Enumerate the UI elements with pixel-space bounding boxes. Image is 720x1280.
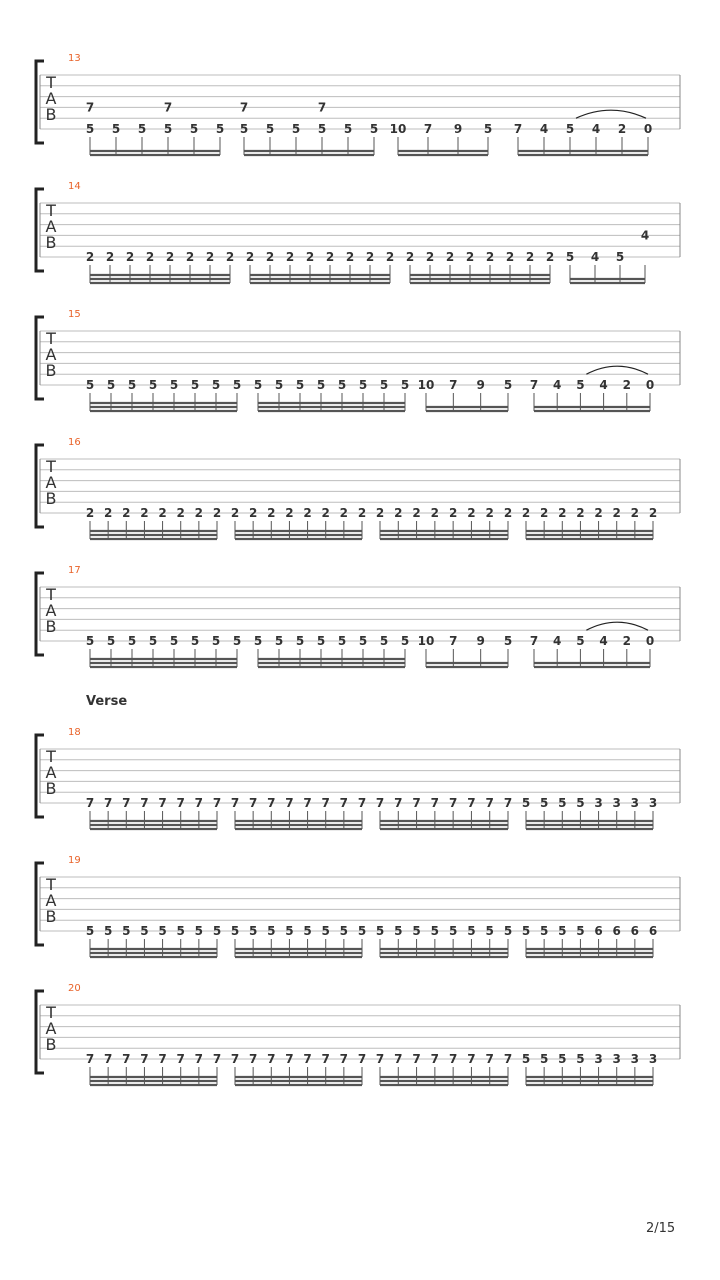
fret-number: 7 (412, 1052, 421, 1066)
fret-number: 2 (185, 250, 195, 264)
tab-letter-b: B (45, 907, 57, 926)
fret-number: 5 (158, 924, 167, 938)
fret-number: 2 (303, 506, 312, 520)
measure-number: 15 (68, 309, 81, 320)
fret-number: 7 (230, 1052, 240, 1066)
fret-number: 4 (539, 122, 549, 136)
fret-number: 2 (425, 250, 435, 264)
fret-number: 2 (165, 250, 175, 264)
fret-number: 2 (212, 506, 222, 520)
fret-number: 7 (375, 796, 385, 810)
slur-arc (586, 366, 648, 374)
tab-letter-b: B (45, 361, 57, 380)
tab-letter-b: B (45, 1035, 57, 1054)
fret-number: 2 (485, 250, 495, 264)
fret-number: 5 (369, 122, 379, 136)
fret-number: 5 (400, 634, 410, 648)
fret-number: 7 (412, 796, 421, 810)
fret-number: 5 (558, 796, 567, 810)
fret-number: 7 (230, 796, 240, 810)
page-number: 2/15 (646, 1221, 676, 1236)
fret-number-upper: 7 (163, 100, 173, 115)
fret-number: 7 (430, 796, 440, 810)
fret-number: 5 (265, 122, 275, 136)
fret-number: 5 (357, 924, 367, 938)
fret-number: 5 (576, 378, 585, 392)
fret-number: 5 (485, 924, 494, 938)
fret-number: 5 (85, 634, 95, 648)
fret-number: 5 (558, 924, 567, 938)
tab-letter-b: B (45, 105, 57, 124)
fret-number: 5 (343, 122, 353, 136)
fret-number: 2 (245, 250, 255, 264)
fret-number: 5 (295, 378, 305, 392)
fret-number: 2 (140, 506, 149, 520)
fret-number: 2 (430, 506, 440, 520)
tab-letter-b: B (45, 779, 57, 798)
fret-number: 2 (612, 506, 621, 520)
fret-number: 5 (127, 378, 137, 392)
tab-letter-a: A (45, 217, 57, 236)
fret-number: 2 (248, 506, 258, 520)
fret-number: 5 (576, 796, 585, 810)
fret-number: 2 (630, 506, 640, 520)
measure-number: 20 (68, 983, 81, 994)
fret-number: 7 (339, 1052, 349, 1066)
fret-number: 10 (417, 634, 435, 648)
fret-number: 5 (503, 924, 513, 938)
fret-number: 5 (379, 378, 389, 392)
fret-number: 4 (591, 122, 601, 136)
fret-number: 2 (205, 250, 215, 264)
fret-number: 6 (648, 924, 658, 938)
fret-number: 7 (85, 1052, 95, 1066)
fret-number: 7 (423, 122, 433, 136)
fret-number: 7 (394, 796, 403, 810)
fret-number: 5 (339, 924, 349, 938)
fret-number: 7 (430, 1052, 440, 1066)
fret-number-upper: 7 (85, 100, 95, 115)
fret-number: 7 (176, 1052, 185, 1066)
fret-number: 5 (190, 634, 200, 648)
fret-number: 5 (122, 924, 131, 938)
fret-number: 7 (267, 796, 276, 810)
tab-letter-b: B (45, 233, 57, 252)
fret-number: 2 (357, 506, 367, 520)
fret-number: 5 (248, 924, 258, 938)
fret-number: 7 (85, 796, 95, 810)
tab-letter-t: T (46, 457, 56, 476)
fret-number: 5 (232, 634, 242, 648)
fret-number: 2 (125, 250, 135, 264)
fret-number: 7 (448, 1052, 458, 1066)
fret-number: 2 (394, 506, 403, 520)
fret-number: 5 (140, 924, 149, 938)
fret-number: 7 (303, 1052, 312, 1066)
fret-number: 5 (576, 1052, 585, 1066)
measure-number: 18 (68, 727, 81, 738)
fret-number: 2 (345, 250, 355, 264)
fret-number: 3 (630, 796, 640, 810)
fret-number: 5 (253, 378, 263, 392)
fret-number: 2 (375, 506, 385, 520)
fret-number: 2 (465, 250, 475, 264)
fret-number: 5 (539, 796, 549, 810)
fret-number: 3 (630, 1052, 640, 1066)
fret-number: 5 (379, 634, 389, 648)
fret-number: 3 (612, 796, 621, 810)
fret-number: 7 (448, 796, 458, 810)
fret-number: 5 (615, 250, 625, 264)
fret-number: 2 (265, 250, 275, 264)
fret-number: 5 (316, 634, 326, 648)
tab-letter-t: T (46, 329, 56, 348)
fret-number: 5 (232, 378, 242, 392)
fret-number: 2 (267, 506, 276, 520)
fret-number: 5 (215, 122, 225, 136)
fret-number: 2 (321, 506, 330, 520)
measure-number: 16 (68, 437, 81, 448)
fret-number: 7 (449, 634, 458, 648)
fret-number: 4 (599, 634, 608, 648)
fret-number: 7 (140, 796, 149, 810)
fret-number-upper: 7 (317, 100, 327, 115)
fret-number: 5 (565, 122, 575, 136)
fret-number: 2 (339, 506, 349, 520)
fret-number: 7 (467, 796, 476, 810)
fret-number: 5 (430, 924, 440, 938)
fret-number: 3 (594, 796, 603, 810)
fret-number: 9 (476, 634, 485, 648)
section-label-verse: Verse (86, 694, 128, 709)
fret-number: 5 (285, 924, 294, 938)
tab-letter-a: A (45, 601, 57, 620)
fret-number: 7 (503, 1052, 513, 1066)
fret-number: 2 (285, 250, 295, 264)
fret-number: 2 (405, 250, 415, 264)
tab-letter-a: A (45, 345, 57, 364)
fret-number: 2 (325, 250, 335, 264)
slur-arc (576, 110, 646, 118)
fret-number: 2 (505, 250, 515, 264)
fret-number: 2 (503, 506, 513, 520)
fret-number: 5 (565, 250, 575, 264)
fret-number: 5 (106, 634, 116, 648)
fret-number: 7 (103, 796, 113, 810)
fret-number: 5 (503, 378, 513, 392)
fret-number: 7 (503, 796, 513, 810)
fret-number: 10 (417, 378, 435, 392)
tab-letter-b: B (45, 617, 57, 636)
fret-number: 7 (485, 796, 494, 810)
tab-letter-t: T (46, 73, 56, 92)
fret-number: 5 (163, 122, 173, 136)
measure-number: 14 (68, 181, 81, 192)
fret-number: 5 (503, 634, 513, 648)
fret-number: 2 (365, 250, 375, 264)
fret-number: 3 (594, 1052, 603, 1066)
fret-number: 5 (189, 122, 199, 136)
fret-number: 5 (337, 378, 347, 392)
fret-number: 3 (648, 796, 658, 810)
fret-number: 2 (122, 506, 131, 520)
fret-number: 5 (176, 924, 185, 938)
tab-letter-t: T (46, 1003, 56, 1022)
fret-number: 4 (590, 250, 600, 264)
fret-number: 5 (169, 634, 179, 648)
fret-number: 2 (225, 250, 235, 264)
fret-number: 5 (558, 1052, 567, 1066)
slur-arc (586, 622, 648, 630)
fret-number: 2 (158, 506, 167, 520)
fret-number: 5 (85, 378, 95, 392)
fret-number: 10 (389, 122, 407, 136)
fret-number: 5 (103, 924, 113, 938)
fret-number: 5 (148, 634, 158, 648)
fret-number: 5 (337, 634, 347, 648)
fret-number: 7 (321, 796, 330, 810)
fret-number: 5 (212, 924, 222, 938)
fret-number: 7 (140, 1052, 149, 1066)
fret-number: 7 (122, 796, 131, 810)
fret-number: 7 (529, 378, 539, 392)
fret-number: 5 (539, 1052, 549, 1066)
fret-number: 5 (576, 924, 585, 938)
fret-number: 6 (630, 924, 640, 938)
fret-number-upper: 7 (239, 100, 249, 115)
fret-number: 5 (211, 378, 221, 392)
tab-letter-a: A (45, 891, 57, 910)
fret-number: 2 (622, 378, 631, 392)
tab-letter-b: B (45, 489, 57, 508)
fret-number: 5 (106, 378, 116, 392)
fret-number: 7 (449, 378, 458, 392)
fret-number: 0 (645, 378, 655, 392)
fret-number: 5 (321, 924, 330, 938)
fret-number: 5 (448, 924, 458, 938)
fret-number: 7 (467, 1052, 476, 1066)
fret-number: 7 (194, 796, 204, 810)
fret-number: 7 (212, 796, 222, 810)
fret-number: 5 (412, 924, 421, 938)
fret-number: 7 (285, 1052, 294, 1066)
fret-number: 7 (321, 1052, 330, 1066)
measure-number: 17 (68, 565, 81, 576)
fret-number: 5 (303, 924, 312, 938)
fret-number: 7 (194, 1052, 204, 1066)
fret-number: 2 (230, 506, 240, 520)
fret-number: 5 (267, 924, 276, 938)
fret-number: 5 (253, 634, 263, 648)
fret-number: 2 (485, 506, 494, 520)
fret-number: 5 (375, 924, 385, 938)
fret-number: 5 (137, 122, 147, 136)
fret-number: 5 (230, 924, 240, 938)
fret-number: 5 (521, 924, 531, 938)
fret-number: 6 (612, 924, 621, 938)
fret-number: 4 (553, 378, 562, 392)
fret-number: 2 (576, 506, 585, 520)
fret-number: 5 (169, 378, 179, 392)
fret-number: 7 (339, 796, 349, 810)
fret-number: 2 (594, 506, 603, 520)
fret-number: 5 (317, 122, 327, 136)
fret-number: 5 (316, 378, 326, 392)
fret-number: 7 (248, 796, 258, 810)
fret-number: 7 (212, 1052, 222, 1066)
fret-number: 2 (558, 506, 567, 520)
fret-number: 2 (145, 250, 155, 264)
fret-number: 2 (445, 250, 455, 264)
fret-number: 5 (483, 122, 493, 136)
fret-number: 2 (85, 506, 95, 520)
tab-letter-a: A (45, 473, 57, 492)
fret-number: 5 (521, 1052, 531, 1066)
fret-number: 7 (303, 796, 312, 810)
fret-number: 7 (375, 1052, 385, 1066)
fret-number: 6 (594, 924, 603, 938)
fret-number: 7 (529, 634, 539, 648)
fret-number: 5 (190, 378, 200, 392)
fret-number: 3 (612, 1052, 621, 1066)
fret-number: 7 (103, 1052, 113, 1066)
fret-number: 7 (158, 796, 167, 810)
tab-letter-t: T (46, 585, 56, 604)
fret-number: 2 (617, 122, 627, 136)
fret-number: 5 (521, 796, 531, 810)
fret-number: 2 (285, 506, 294, 520)
measure-number: 19 (68, 855, 81, 866)
fret-number: 5 (211, 634, 221, 648)
fret-number: 5 (85, 924, 95, 938)
fret-number: 7 (357, 796, 367, 810)
fret-number: 2 (539, 506, 549, 520)
tab-letter-a: A (45, 763, 57, 782)
fret-number: 5 (148, 378, 158, 392)
fret-number: 2 (103, 506, 113, 520)
fret-number: 5 (274, 378, 284, 392)
fret-number: 2 (105, 250, 115, 264)
fret-number: 2 (648, 506, 658, 520)
fret-number: 7 (176, 796, 185, 810)
fret-number: 7 (248, 1052, 258, 1066)
fret-number: 5 (576, 634, 585, 648)
fret-number: 5 (400, 378, 410, 392)
fret-number: 2 (521, 506, 531, 520)
fret-number: 7 (267, 1052, 276, 1066)
fret-number: 7 (513, 122, 523, 136)
fret-number: 5 (85, 122, 95, 136)
fret-number: 7 (122, 1052, 131, 1066)
fret-number: 2 (385, 250, 395, 264)
measure-number: 13 (68, 53, 81, 64)
fret-number: 5 (358, 634, 368, 648)
fret-number: 7 (357, 1052, 367, 1066)
fret-number: 2 (305, 250, 315, 264)
fret-number: 0 (645, 634, 655, 648)
fret-number: 2 (622, 634, 631, 648)
fret-number: 4 (553, 634, 562, 648)
fret-number: 9 (453, 122, 463, 136)
tab-letter-t: T (46, 747, 56, 766)
fret-number: 2 (448, 506, 458, 520)
fret-number: 2 (525, 250, 535, 264)
fret-number: 5 (467, 924, 476, 938)
tab-letter-t: T (46, 875, 56, 894)
fret-number: 2 (85, 250, 95, 264)
fret-number: 5 (295, 634, 305, 648)
fret-number: 4 (640, 228, 650, 243)
fret-number: 5 (194, 924, 204, 938)
fret-number: 7 (485, 1052, 494, 1066)
fret-number: 5 (127, 634, 137, 648)
fret-number: 5 (111, 122, 121, 136)
fret-number: 5 (358, 378, 368, 392)
fret-number: 5 (239, 122, 249, 136)
tab-letter-a: A (45, 89, 57, 108)
fret-number: 0 (643, 122, 653, 136)
tab-letter-t: T (46, 201, 56, 220)
fret-number: 5 (291, 122, 301, 136)
fret-number: 2 (194, 506, 204, 520)
fret-number: 7 (285, 796, 294, 810)
fret-number: 5 (394, 924, 403, 938)
fret-number: 7 (394, 1052, 403, 1066)
fret-number: 4 (599, 378, 608, 392)
fret-number: 2 (176, 506, 185, 520)
fret-number: 5 (274, 634, 284, 648)
fret-number: 2 (412, 506, 421, 520)
fret-number: 2 (545, 250, 555, 264)
fret-number: 7 (158, 1052, 167, 1066)
tab-letter-a: A (45, 1019, 57, 1038)
fret-number: 3 (648, 1052, 658, 1066)
fret-number: 5 (539, 924, 549, 938)
fret-number: 9 (476, 378, 485, 392)
fret-number: 2 (467, 506, 476, 520)
